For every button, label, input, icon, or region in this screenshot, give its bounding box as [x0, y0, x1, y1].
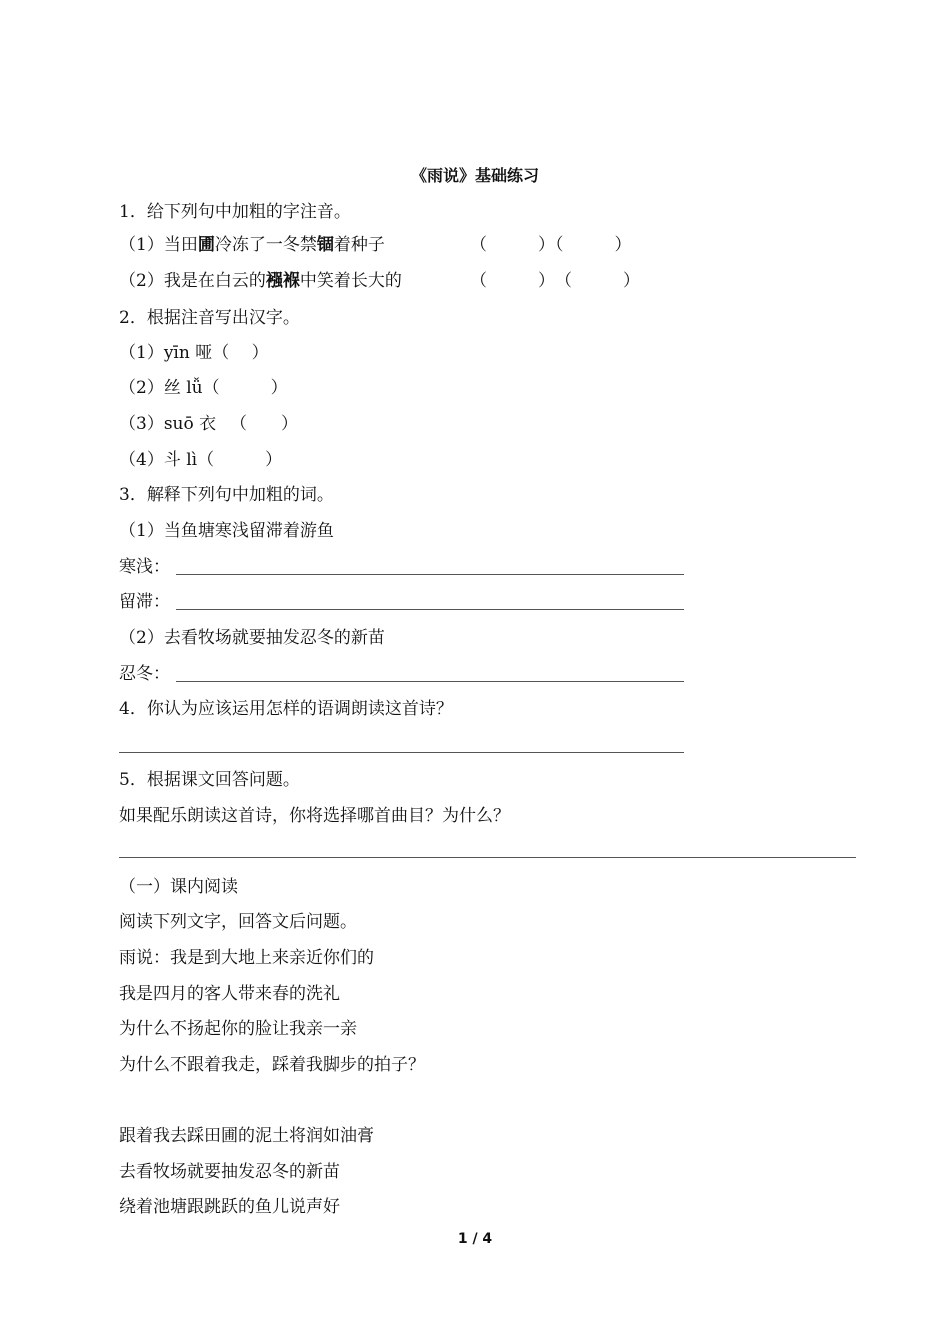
poem-line-5: 跟着我去踩田圃的泥土将润如油膏 [119, 1126, 374, 1146]
q1-item2-prefix: （2）我是在白云的 [119, 271, 266, 291]
q2-item-4: （4）斗 lì（ ） [119, 450, 283, 470]
q3-label-rendong: 忍冬： [119, 664, 170, 684]
q3-sentence-2: （2）去看牧场就要抽发忍冬的新苗 [119, 628, 385, 648]
q2-heading: 2．根据注音写出汉字。 [119, 308, 300, 328]
q2-item-2: （2）丝 lǚ（ ） [119, 378, 288, 398]
answer-line-hanqian[interactable] [176, 574, 684, 575]
q1-item1-bold2: 锢 [316, 235, 334, 255]
q2-item-3: （3）suō 衣 （ ） [119, 414, 299, 434]
q1-item2-suffix: 中笑着长大的 [299, 271, 402, 291]
poem-line-2: 我是四月的客人带来春的洗礼 [119, 984, 340, 1004]
answer-line-rendong[interactable] [176, 681, 684, 682]
answer-line-q4[interactable] [119, 752, 684, 753]
poem-line-6: 去看牧场就要抽发忍冬的新苗 [119, 1162, 340, 1182]
poem-line-3: 为什么不扬起你的脸让我亲一亲 [119, 1019, 357, 1039]
q1-heading: 1．给下列句中加粗的字注音。 [119, 202, 351, 222]
q1-item1-prefix: （1）当田 [119, 235, 198, 255]
q2-item-1: （1）yīn 哑（ ） [119, 343, 269, 363]
q1-item1-bold1: 圃 [197, 235, 215, 255]
q5-heading: 5．根据课文回答问题。 [119, 770, 300, 790]
q1-item1-blanks[interactable]: （ ）（ ） [470, 235, 632, 255]
reading-section-title: （一）课内阅读 [119, 877, 238, 897]
q1-item-1 [119, 234, 385, 256]
q1-item1-mid: 冷冻了一冬禁 [214, 235, 317, 255]
q1-item-2 [119, 270, 402, 292]
q1-item1-suffix: 着种子 [333, 235, 385, 255]
page-title: 《雨说》基础练习 [410, 166, 539, 185]
q5-question: 如果配乐朗读这首诗，你将选择哪首曲目？为什么？ [119, 806, 510, 826]
q1-item2-blanks[interactable]: （ ） （ ） [470, 271, 640, 291]
poem-line-1: 雨说：我是到大地上来亲近你们的 [119, 948, 374, 968]
q3-heading: 3．解释下列句中加粗的词。 [119, 485, 334, 505]
q3-sentence-1: （1）当鱼塘寒浅留滞着游鱼 [119, 521, 334, 541]
q1-item2-bold1: 襁褓 [265, 271, 300, 291]
page-number: 1 / 4 [457, 1231, 493, 1247]
answer-line-liuzhi[interactable] [176, 609, 684, 610]
answer-line-q5[interactable] [119, 857, 856, 858]
q3-label-liuzhi: 留滞： [119, 592, 170, 612]
q3-label-hanqian: 寒浅： [119, 557, 170, 577]
poem-line-7: 绕着池塘跟跳跃的鱼儿说声好 [119, 1197, 340, 1217]
poem-line-4: 为什么不跟着我走，踩着我脚步的拍子？ [119, 1055, 425, 1075]
reading-instruction: 阅读下列文字，回答文后问题。 [119, 912, 357, 932]
q4-heading: 4．你认为应该运用怎样的语调朗读这首诗？ [119, 699, 453, 719]
